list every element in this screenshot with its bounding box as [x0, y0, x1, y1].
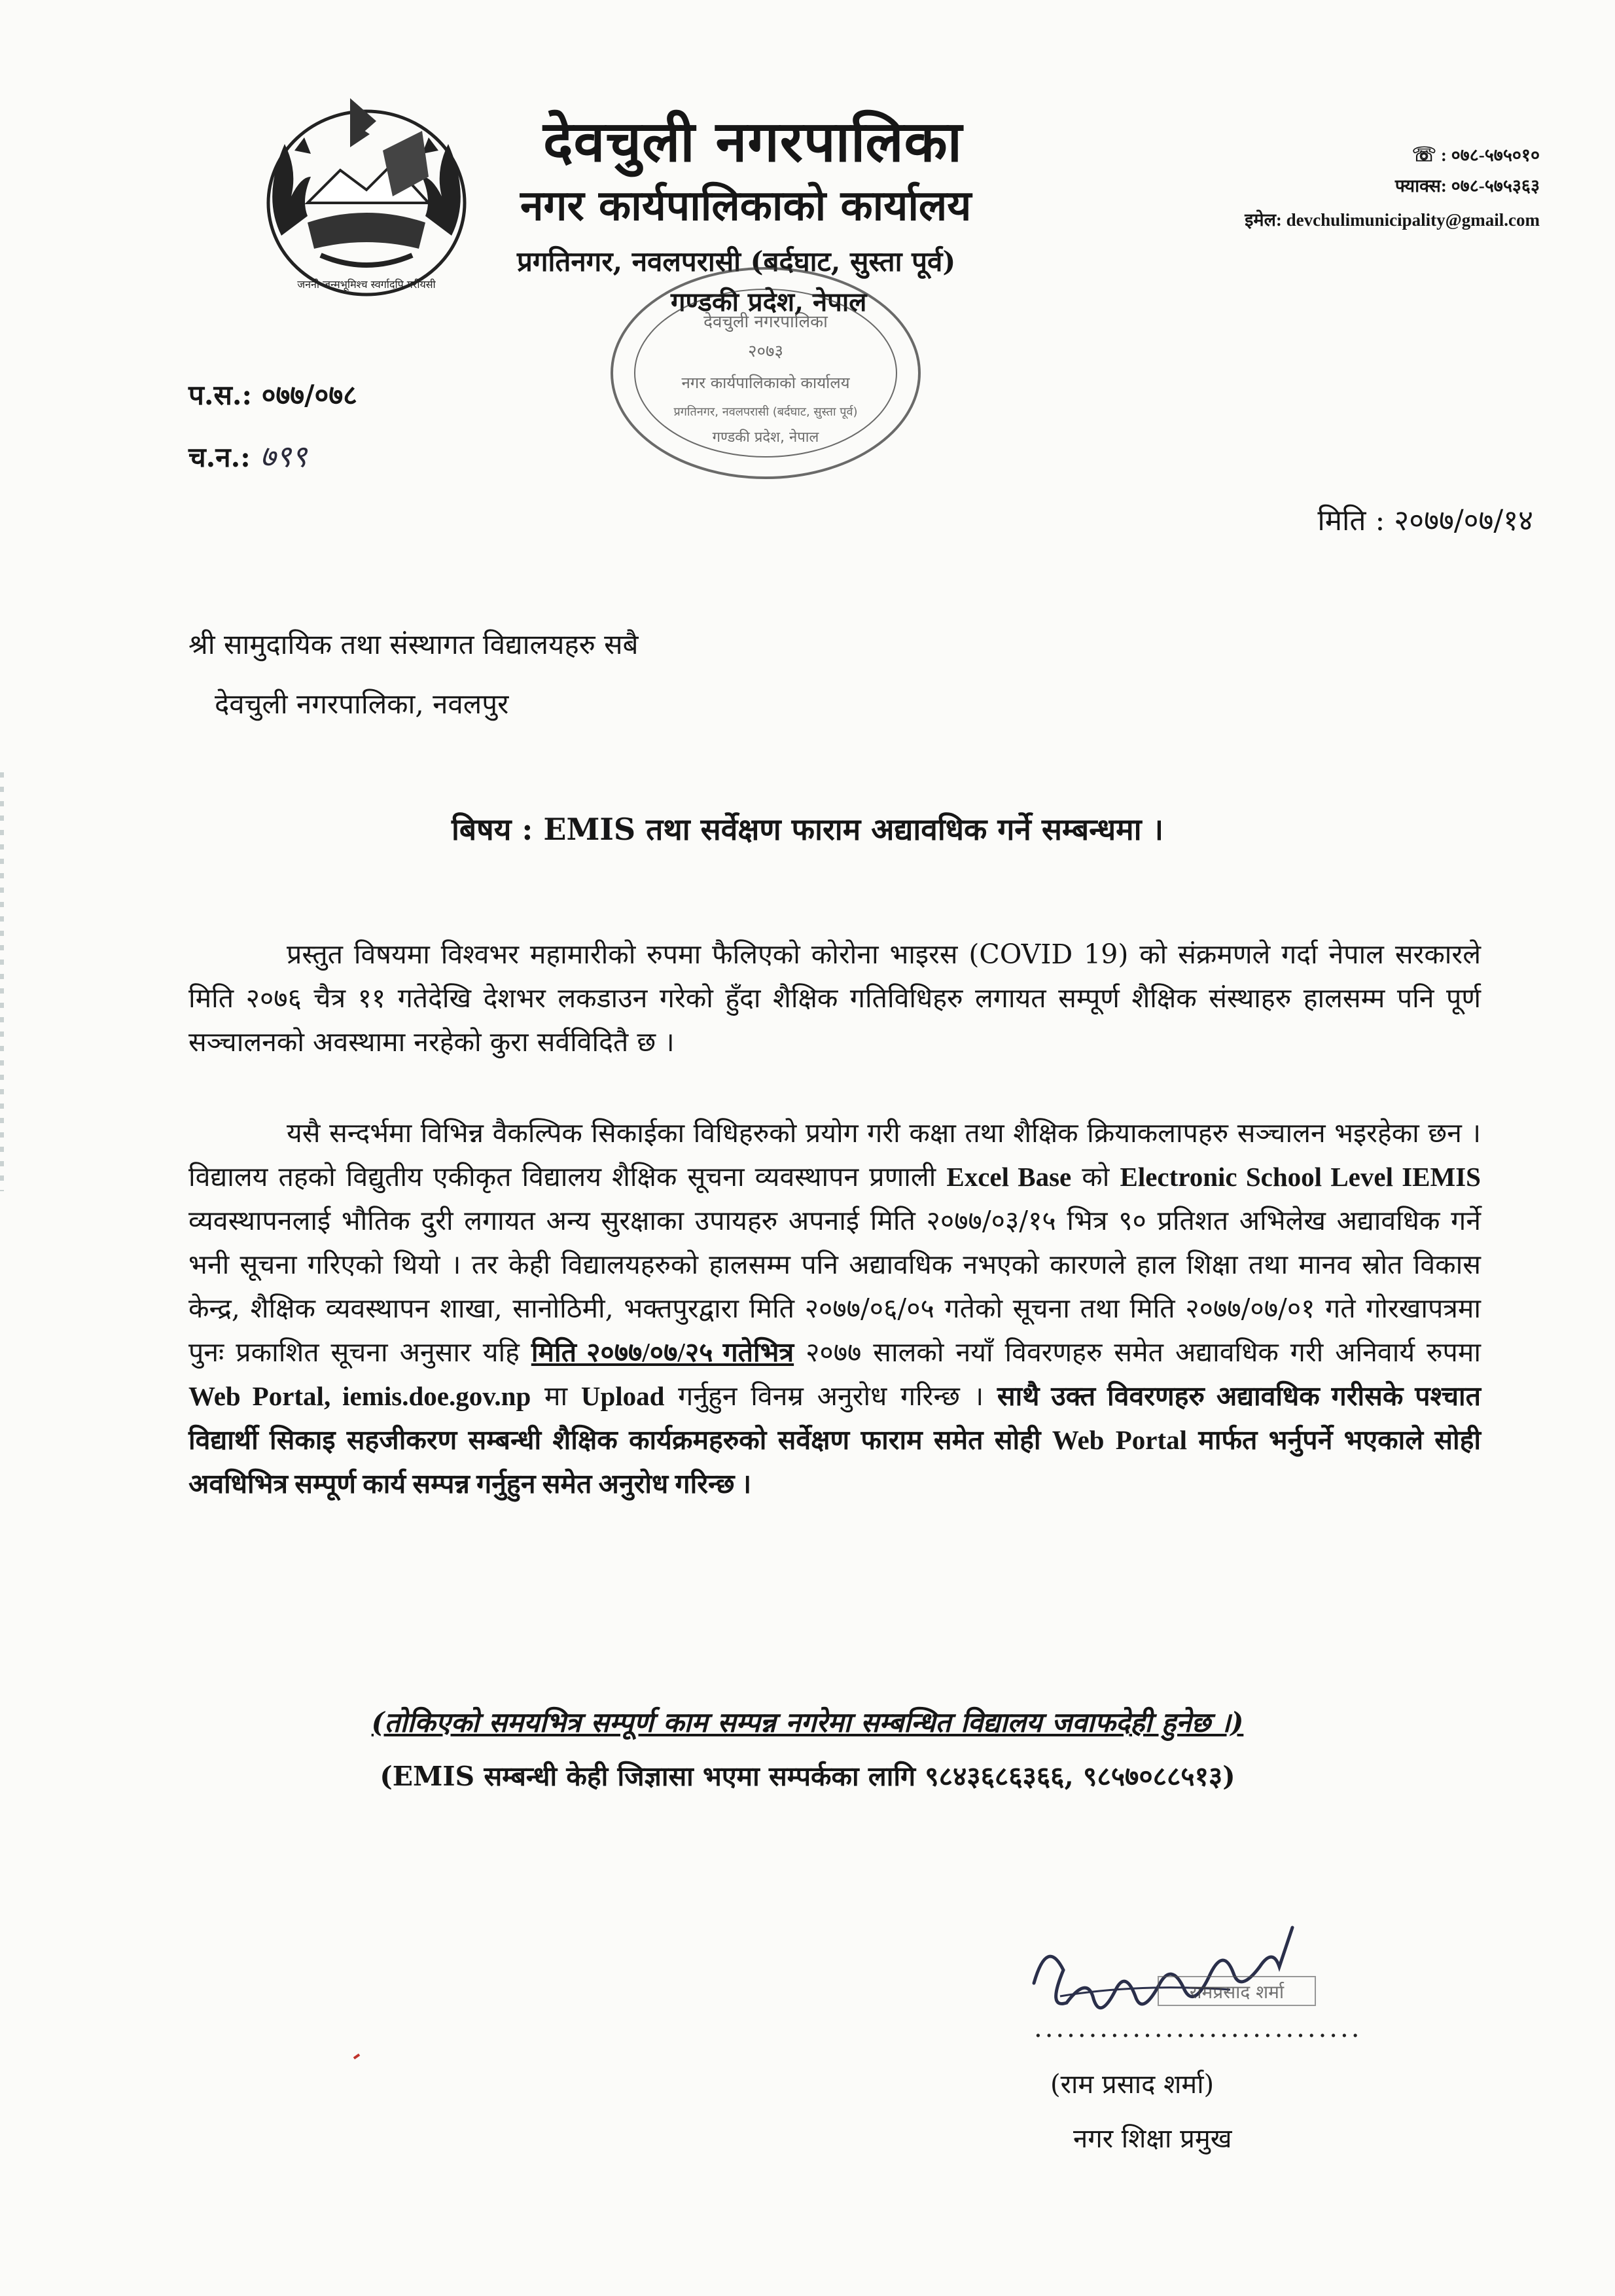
p2-web-portal: Web Portal, iemis.doe.gov.np — [188, 1381, 531, 1411]
signature-dots: .............................. — [1034, 2013, 1362, 2043]
letter-ps-number — [188, 376, 357, 413]
addressee-line-2: देवचुली नगरपालिका, नवलपुर — [215, 688, 509, 720]
telephone-icon: ☏ — [1411, 144, 1437, 166]
signatory-name: (राम प्रसाद शर्मा) — [1050, 2070, 1215, 2100]
seal-line-1: देवचुली नगरपालिका — [703, 312, 828, 332]
emblem-motto: जननी जन्मभूमिश्च स्वर्गादपि गरीयसी — [297, 278, 436, 291]
p2-bold-request: साथै उक्त विवरणहरु अद्यावधिक गरीसके पश्चात विद्यार्थी सिकाइ सहजीकरण सम्बन्धी शैक्षिक कार्यक्रमहरुको सर्वेक्षण फाराम समेत सोही Web Portal मार्फत भर्नुपर्ने भएकाले सोही अवधिभित्र सम्पूर्ण कार्य सम्पन्न गर्नुहुन समेत अनुरोध गरिन्छ । — [188, 1381, 1482, 1499]
p2-deadline: मिति २०७७/०७/२५ गतेभित्र — [531, 1337, 794, 1367]
seal-line-4: गण्डकी प्रदेश, नेपाल — [712, 429, 819, 446]
red-pen-mark — [353, 2053, 360, 2059]
letter-cn-number — [188, 435, 307, 476]
p2-text-e: मा — [531, 1380, 581, 1412]
office-address: प्रगतिनगर, नवलपरासी (बर्दघाट, सुस्ता पूर्व) — [517, 245, 956, 278]
office-name: नगर कार्यपालिकाको कार्यालय — [520, 181, 972, 230]
email-label: इमेल: — [1245, 210, 1282, 230]
ps-label: प.स.: — [188, 379, 252, 411]
municipality-name: देवचुली नगरपालिका — [543, 109, 963, 175]
signatory-post: नगर शिक्षा प्रमुख — [1073, 2124, 1232, 2154]
scan-edge-artifact — [0, 772, 4, 1191]
p2-text-b: को — [1071, 1161, 1120, 1193]
office-seal-stamp — [602, 259, 929, 488]
signature-stamp-name: रामप्रसाद शर्मा — [1189, 1981, 1285, 2003]
letter-subject: बिषय : EMIS तथा सर्वेक्षण फाराम अद्यावधिक गर्ने सम्बन्धमा । — [451, 812, 1164, 847]
fax-line — [1395, 173, 1540, 197]
warning-note: (तोकिएको समयभित्र सम्पूर्ण काम सम्पन्न नगरेमा सम्बन्धित विद्यालय जवाफदेही हुनेछ ।) — [371, 1706, 1244, 1738]
seal-year: २०७३ — [747, 342, 784, 361]
seal-line-3: प्रगतिनगर, नवलपरासी (बर्दघाट, सुस्ता पूर्व) — [673, 405, 858, 419]
body-paragraph-2 — [188, 1111, 1481, 1506]
contact-note: (EMIS सम्बन्धी केही जिज्ञासा भएमा सम्पर्कका लागि ९८४३६८६३६६, ९८५७०८८५१३) — [380, 1761, 1235, 1792]
body-paragraph-1: प्रस्तुत विषयमा विश्वभर महामारीको रुपमा फैलिएको कोरोना भाइरस (COVID 19) को संक्रमणले गर्दा नेपाल सरकारले मिति २०७६ चैत्र ११ गतेदेखि देशभर लकडाउन गरेको हुँदा शैक्षिक गतिविधिहरु लगायत सम्पूर्ण शैक्षिक संस्थाहरु हालसम्म पनि पूर्ण सञ्चालनको अवस्थामा नरहेको कुरा सर्वविदितै छ । — [188, 939, 1481, 1058]
p2-upload: Upload — [580, 1381, 665, 1411]
email-line — [1245, 207, 1540, 231]
p2-text-a: यसै सन्दर्भमा विभिन्न वैकल्पिक सिकाईका विधिहरुको प्रयोग गरी कक्षा तथा शैक्षिक क्रियाकलापहरु सञ्चालन भइरहेका छन । विद्यालय तहको विद्युतीय एकीकृत विद्यालय शैक्षिक सूचना व्यवस्थापन प्रणाली — [188, 1117, 1481, 1193]
cn-value: ७९९ — [260, 439, 308, 474]
phone-number: : ०७८-५७५०१० — [1440, 145, 1540, 165]
letter-date: मिति : २०७७/०७/१४ — [1317, 504, 1533, 537]
cn-label: च.न.: — [188, 441, 251, 473]
p2-text-f: गर्नुहुन विनम्र अनुरोध गरिन्छ । — [664, 1380, 997, 1412]
municipality-emblem — [236, 72, 497, 321]
fax-label: फ्याक्स: — [1394, 176, 1447, 196]
p2-text-d: २०७७ सालको नयाँ विवरणहरु समेत अद्यावधिक गरी अनिवार्य रुपमा — [794, 1336, 1481, 1368]
addressee-line-1: श्री सामुदायिक तथा संस्थागत विद्यालयहरु सबै — [188, 628, 639, 660]
office-province: गण्डकी प्रदेश, नेपाल — [671, 287, 867, 317]
ps-value: ०७७/०७८ — [261, 379, 358, 411]
p2-excel-base: Excel Base — [946, 1162, 1072, 1192]
phone-line — [1412, 142, 1540, 166]
p2-text-c: व्यवस्थापनलाई भौतिक दुरी लगायत अन्य सुरक्षाका उपायहरु अपनाई मिति २०७७/०३/१५ भित्र ९० प्रतिशत अभिलेख अद्यावधिक गर्ने भनी सूचना गरिएको थियो । तर केही विद्यालयहरुको हालसम्म पनि अद्यावधिक नभएको कारणले हाल शिक्षा तथा मानव स्रोत विकास केन्द्र, शैक्षिक व्यवस्थापन शाखा, सानोठिमी, भक्तपुरद्वारा मिति २०७७/०६/०५ गतेको सूचना तथा मिति २०७७/०७/०१ गते गोरखापत्रमा पुनः प्रकाशित सूचना अनुसार यहि — [188, 1205, 1481, 1368]
fax-number: ०७८-५७५३६३ — [1451, 176, 1540, 196]
email-address: devchulimunicipality@gmail.com — [1286, 210, 1540, 230]
seal-line-2: नगर कार्यपालिकाको कार्यालय — [681, 374, 850, 392]
p2-electronic-school-level: Electronic School Level IEMIS — [1120, 1162, 1481, 1192]
